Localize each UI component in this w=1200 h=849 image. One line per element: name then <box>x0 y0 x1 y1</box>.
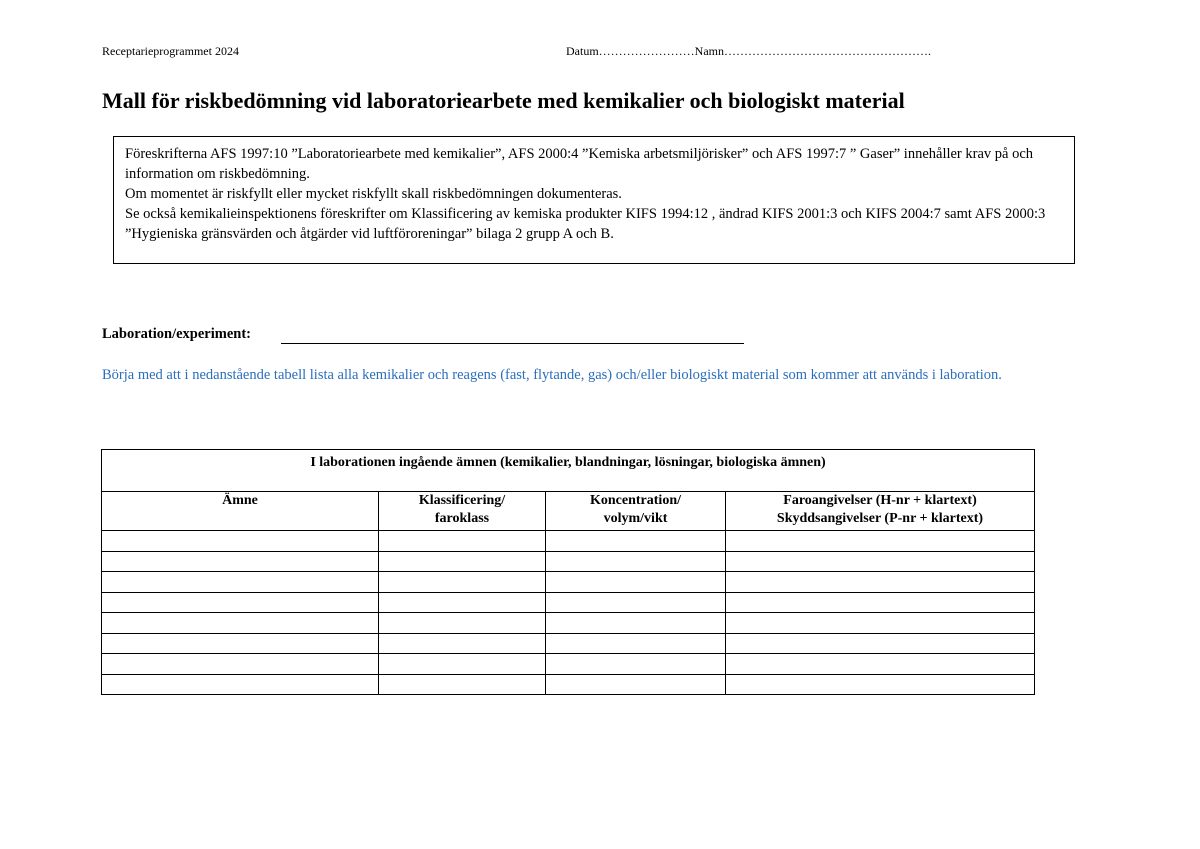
column-header-line: Klassificering/ <box>418 493 506 508</box>
column-header-hazard-statements <box>726 492 1035 531</box>
table-row <box>102 551 1035 572</box>
page-title: Mall för riskbedömning vid laboratoriearbete med kemikalier och biologiskt material <box>102 88 905 113</box>
table-row <box>102 633 1035 654</box>
table-cell[interactable] <box>726 531 1035 552</box>
info-line-documentation: Om momentet är riskfyllt eller mycket riskfyllt skall riskbedömningen dokumenteras. <box>125 186 622 202</box>
column-header-line: faroklass <box>434 511 490 526</box>
table-row <box>102 654 1035 675</box>
info-line-regulations: Föreskrifterna AFS 1997:10 ”Laboratoriearbete med kemikalier”, AFS 2000:4 ”Kemiska arbetsmiljörisker” och AFS 1997:7 ” Gaser” innehåller krav på och information om riskbedömning. <box>125 146 1034 182</box>
column-header-line: Ämne <box>222 493 258 508</box>
table-cell[interactable] <box>546 654 726 675</box>
table-cell[interactable] <box>546 633 726 654</box>
table-cell[interactable] <box>546 572 726 593</box>
table-cell[interactable] <box>102 674 379 695</box>
instruction-text: Börja med att i nedanstående tabell lista alla kemikalier och reagens (fast, flytande, gas) och/eller biologiskt material som kommer att används i laboration. <box>102 367 1002 383</box>
table-cell[interactable] <box>379 551 546 572</box>
table-cell[interactable] <box>726 674 1035 695</box>
column-header-line: Faroangivelser (H-nr + klartext) <box>783 493 977 508</box>
program-header: Receptarieprogrammet 2024 <box>102 44 239 58</box>
table-cell[interactable] <box>102 654 379 675</box>
table-cell[interactable] <box>546 613 726 634</box>
table-cell[interactable] <box>379 654 546 675</box>
table-cell[interactable] <box>102 531 379 552</box>
date-name-line[interactable]: Datum……………………Namn……………………………………………. <box>566 44 931 58</box>
table-cell[interactable] <box>546 674 726 695</box>
lab-experiment-label: Laboration/experiment: <box>102 326 252 342</box>
column-header-line: Koncentration/ <box>590 493 681 508</box>
table-cell[interactable] <box>379 531 546 552</box>
table-row <box>102 572 1035 593</box>
table-cell[interactable] <box>379 633 546 654</box>
table-cell[interactable] <box>726 592 1035 613</box>
table-row <box>102 674 1035 695</box>
column-header-classification <box>379 492 546 531</box>
table-cell[interactable] <box>102 551 379 572</box>
table-cell[interactable] <box>102 572 379 593</box>
table-cell[interactable] <box>546 551 726 572</box>
info-line-kifs: Se också kemikalieinspektionens föreskrifter om Klassificering av kemiska produkter KIFS 1994:12 , ändrad KIFS 2001:3 och KIFS 2004:7 samt AFS 2000:3 ”Hygieniska gränsvärden och åtgärder vid luftföroreningar” bilaga 2 grupp A och B. <box>125 206 1046 242</box>
lab-experiment-field[interactable] <box>281 343 744 344</box>
table-caption: I laborationen ingående ämnen (kemikalier, blandningar, lösningar, biologiska ämnen) <box>102 450 1035 492</box>
column-header-line: volym/vikt <box>603 511 668 526</box>
column-header-line: Skyddsangivelser (P-nr + klartext) <box>776 511 984 526</box>
table-cell[interactable] <box>379 674 546 695</box>
table-cell[interactable] <box>546 531 726 552</box>
table-row <box>102 531 1035 552</box>
table-cell[interactable] <box>102 633 379 654</box>
table-cell[interactable] <box>726 613 1035 634</box>
column-header-concentration <box>546 492 726 531</box>
table-cell[interactable] <box>726 633 1035 654</box>
table-cell[interactable] <box>726 551 1035 572</box>
column-header-substance <box>102 492 379 531</box>
table-cell[interactable] <box>102 592 379 613</box>
table-cell[interactable] <box>379 592 546 613</box>
table-cell[interactable] <box>726 572 1035 593</box>
table-row <box>102 613 1035 634</box>
table-cell[interactable] <box>379 613 546 634</box>
table-body <box>102 531 1035 695</box>
table-row <box>102 592 1035 613</box>
table-cell[interactable] <box>379 572 546 593</box>
table-cell[interactable] <box>102 613 379 634</box>
table-cell[interactable] <box>726 654 1035 675</box>
regulations-info-box <box>113 136 1075 264</box>
table-cell[interactable] <box>546 592 726 613</box>
substances-table <box>101 449 1035 695</box>
